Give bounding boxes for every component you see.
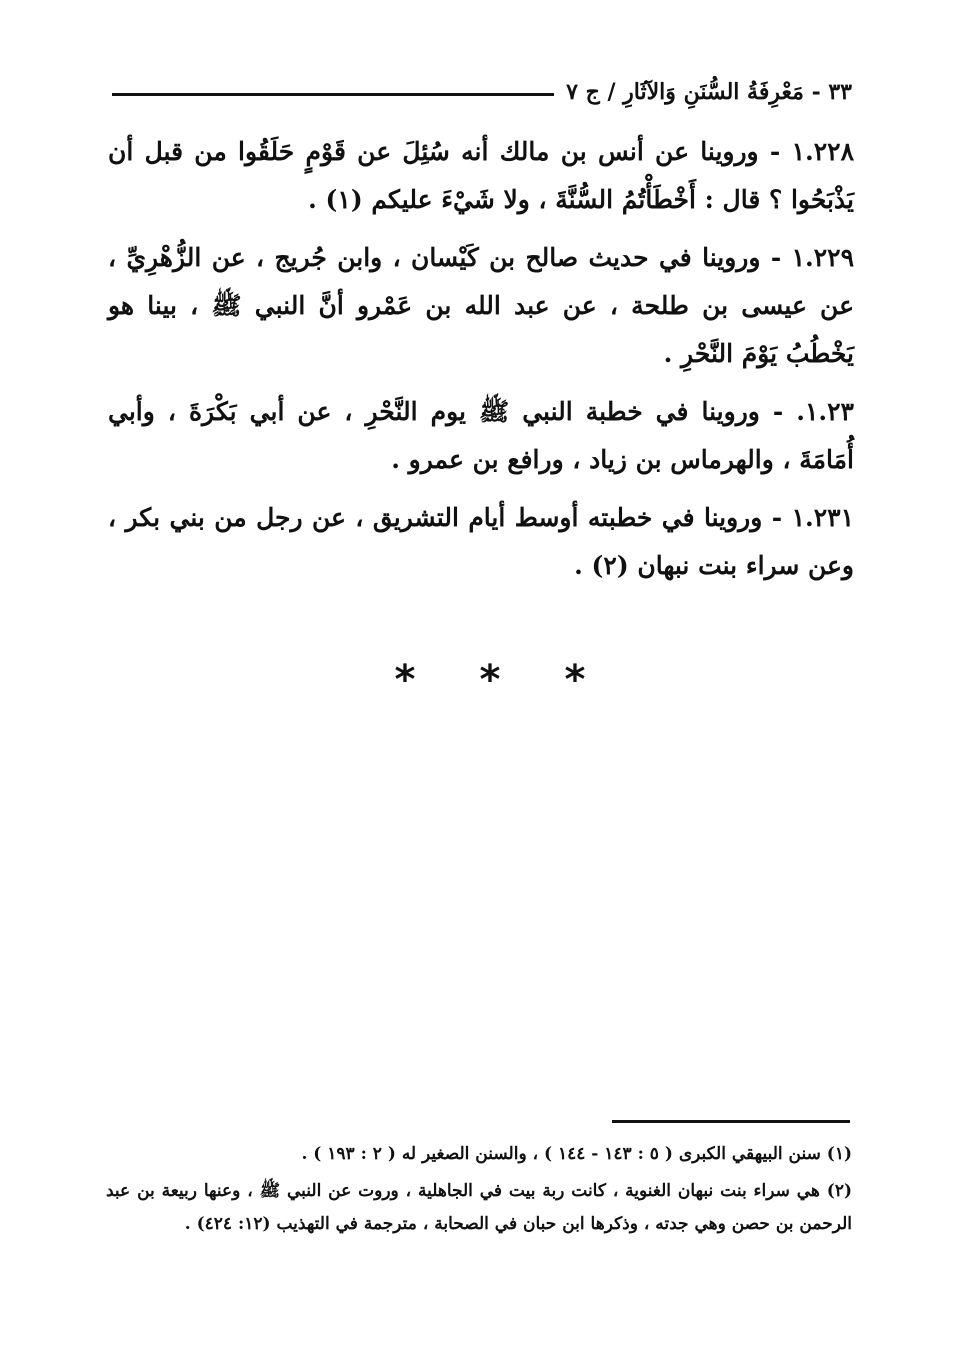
footnote-rule <box>612 1120 850 1123</box>
main-text <box>108 128 854 600</box>
paragraph-1230: ١.٢٣. - وروينا في خطبة النبي ﷺ يوم النَّحْرِ ، عن أبي بَكْرَةَ ، وأبي أُمَامَةَ ، والهرماس بن زياد ، ورافع بن عمرو . <box>108 397 854 474</box>
paragraph-1229: ١.٢٢٩ - وروينا في حديث صالح بن كَيْسان ، وابن جُريج ، عن الزُّهْرِيِّ ، عن عيسى بن طلحة ، عن عبد الله بن عَمْرو أنَّ النبي ﷺ ، بينا هو يَخْطُبُ يَوْمَ النَّحْرِ . <box>108 243 854 368</box>
paragraph-1231: ١.٢٣١ - وروينا في خطبته أوسط أيام التشريق ، عن رجل من بني بكر ، وعن سراء بنت نبهان (٢) . <box>108 503 854 580</box>
footnote-2: (٢) هي سراء بنت نبهان الغنوية ، كانت ربة بيت في الجاهلية ، وروت عن النبي ﷺ ، وعنها ربيعة بن عبد الرحمن بن حصن وهي جدته ، وذكرها ابن حبان في الصحابة ، مترجمة في التهذيب (١٢: ٤٢٤) . <box>106 1181 852 1234</box>
separator-star: * <box>394 657 416 703</box>
running-header: ٣٣ - مَعْرِفَةُ السُّنَنِ وَالآثَارِ / ج ٧ <box>566 79 852 105</box>
header-rule <box>112 93 554 96</box>
separator-star: * <box>564 657 586 703</box>
page-header <box>112 72 852 112</box>
section-separator <box>390 657 590 703</box>
footnote-1: (١) سنن البيهقي الكبرى ( ٥ : ١٤٣ - ١٤٤ ) ، والسنن الصغير له ( ٢ : ١٩٣ ) . <box>301 1144 852 1164</box>
footnotes <box>106 1138 852 1245</box>
separator-star: * <box>479 657 501 703</box>
paragraph-1228: ١.٢٢٨ - وروينا عن أنس بن مالك أنه سُئِلَ عن قَوْمٍ حَلَقُوا من قبل أن يَذْبَحُوا ؟ قال : أَخْطَأْتُمُ السُّنَّةَ ، ولا شَيْءَ عليكم (١) . <box>108 137 854 214</box>
